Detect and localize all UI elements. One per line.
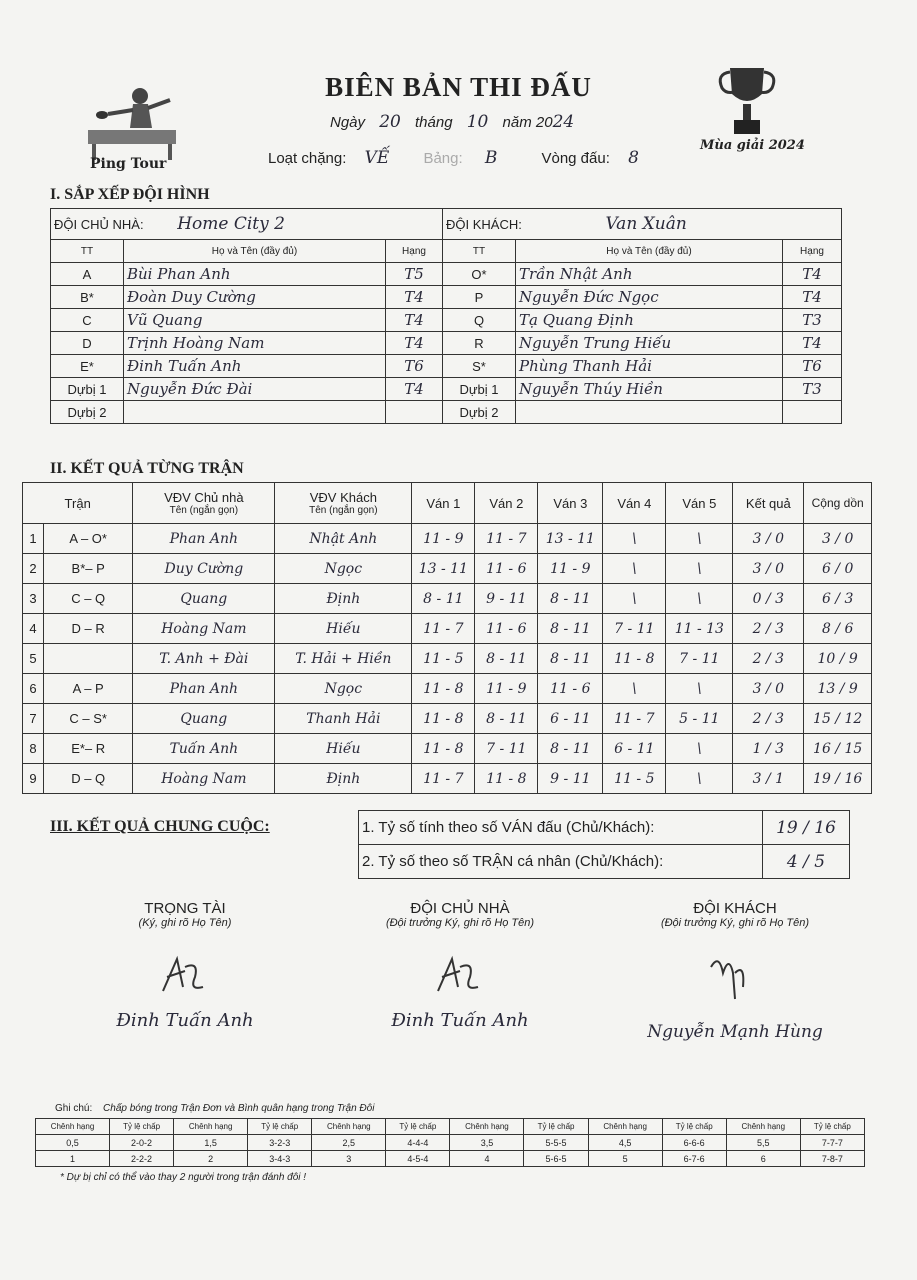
round-value: VẾ <box>364 148 390 168</box>
col-away: VĐV Khách <box>309 490 377 505</box>
match-g2: 7 - 11 <box>475 734 538 764</box>
match-r: 3 / 0 <box>733 554 804 584</box>
match-m: A – O* <box>44 524 133 554</box>
col-rank: Hạng <box>386 240 443 263</box>
match-g3: 8 - 11 <box>538 584 603 614</box>
match-g1: 11 - 9 <box>412 524 475 554</box>
match-row <box>23 554 872 584</box>
handicap-cell: 5,5 <box>726 1135 800 1151</box>
diff-header: Chênh hạng <box>726 1119 800 1135</box>
rank-away: T6 <box>783 355 842 378</box>
col-g4: Ván 4 <box>603 483 666 524</box>
match-g4: \ <box>603 584 666 614</box>
handicap-cell: 4-5-4 <box>386 1151 450 1167</box>
match-n: 6 <box>23 674 44 704</box>
lineup-row <box>51 332 842 355</box>
slot-home: E* <box>51 355 124 378</box>
rank-away: T4 <box>783 263 842 286</box>
match-g3: 8 - 11 <box>538 734 603 764</box>
match-home: Hoàng Nam <box>133 614 275 644</box>
match-row <box>23 764 872 794</box>
signature-mark <box>430 951 490 1001</box>
col-match: Trận <box>23 483 133 524</box>
rank-away: T3 <box>783 309 842 332</box>
lineup-section-title: I. SẮP XẾP ĐỘI HÌNH <box>50 186 210 203</box>
final-line1-label: 1. Tỷ số tính theo số VÁN đấu (Chủ/Khách): <box>359 811 763 845</box>
away-team-label: ĐỘI KHÁCH: <box>446 217 522 232</box>
match-r: 3 / 0 <box>733 524 804 554</box>
rank-home: T6 <box>386 355 443 378</box>
match-away: Định <box>275 584 412 614</box>
match-n: 9 <box>23 764 44 794</box>
slot-home: Dựbị 1 <box>51 378 124 401</box>
col-away-sub: Tên (ngắn gọn) <box>309 505 378 516</box>
match-g1: 13 - 11 <box>412 554 475 584</box>
match-n: 5 <box>23 644 44 674</box>
stage-value: 8 <box>628 148 639 168</box>
match-g5: \ <box>666 584 733 614</box>
handicap-cell: 3,5 <box>450 1135 524 1151</box>
match-g2: 11 - 6 <box>475 554 538 584</box>
name-home: Bùi Phan Anh <box>124 263 386 286</box>
match-row <box>23 734 872 764</box>
match-g2: 11 - 7 <box>475 524 538 554</box>
home-team-name: Home City 2 <box>177 214 285 234</box>
rank-away: T4 <box>783 332 842 355</box>
rank-away <box>783 401 842 424</box>
match-home: Phan Anh <box>133 674 275 704</box>
col-g3: Ván 3 <box>538 483 603 524</box>
match-r: 0 / 3 <box>733 584 804 614</box>
match-home: Quang <box>133 584 275 614</box>
col-tt: TT <box>51 240 124 263</box>
rank-home <box>386 401 443 424</box>
slot-away: S* <box>443 355 516 378</box>
handicap-cell: 5-6-5 <box>524 1151 588 1167</box>
handicap-cell: 6 <box>726 1151 800 1167</box>
match-n: 7 <box>23 704 44 734</box>
away-team-name: Van Xuân <box>605 214 687 234</box>
match-away: Hiếu <box>275 614 412 644</box>
final-section-title: III. KẾT QUẢ CHUNG CUỘC: <box>50 818 270 835</box>
match-n: 1 <box>23 524 44 554</box>
slot-away: Dựbị 1 <box>443 378 516 401</box>
match-away: T. Hải + Hiền <box>275 644 412 674</box>
match-g4: 7 - 11 <box>603 614 666 644</box>
match-g5: 7 - 11 <box>666 644 733 674</box>
col-tt-away: TT <box>443 240 516 263</box>
name-away: Nguyễn Thúy Hiền <box>516 378 783 401</box>
name-home <box>124 401 386 424</box>
match-r: 3 / 0 <box>733 674 804 704</box>
name-home: Vũ Quang <box>124 309 386 332</box>
slot-home: A <box>51 263 124 286</box>
handicap-cell: 2 <box>174 1151 248 1167</box>
results-section-title: II. KẾT QUẢ TỪNG TRẬN <box>50 460 244 477</box>
match-g1: 11 - 8 <box>412 674 475 704</box>
match-m: D – R <box>44 614 133 644</box>
match-home: T. Anh + Đài <box>133 644 275 674</box>
match-m <box>44 644 133 674</box>
name-away: Trần Nhật Anh <box>516 263 783 286</box>
name-away: Nguyễn Đức Ngọc <box>516 286 783 309</box>
footnote: * Dự bị chỉ có thể vào thay 2 người trong trận đánh đôi ! <box>60 1172 307 1183</box>
handicap-cell: 2-0-2 <box>109 1135 173 1151</box>
handicap-cell: 3-2-3 <box>248 1135 312 1151</box>
lineup-row <box>51 263 842 286</box>
match-r: 2 / 3 <box>733 644 804 674</box>
match-g2: 11 - 8 <box>475 764 538 794</box>
diff-header: Chênh hạng <box>450 1119 524 1135</box>
match-m: C – Q <box>44 584 133 614</box>
handicap-cell: 3-4-3 <box>248 1151 312 1167</box>
match-m: A – P <box>44 674 133 704</box>
match-t: 8 / 6 <box>804 614 872 644</box>
signature-mark <box>155 951 215 1001</box>
match-g1: 11 - 7 <box>412 614 475 644</box>
slot-home: C <box>51 309 124 332</box>
name-home: Nguyễn Đức Đài <box>124 378 386 401</box>
handicap-cell: 6-7-6 <box>662 1151 726 1167</box>
match-g4: \ <box>603 674 666 704</box>
match-n: 2 <box>23 554 44 584</box>
home-team-label: ĐỘI CHỦ NHÀ: <box>54 217 144 232</box>
handicap-cell: 2,5 <box>312 1135 386 1151</box>
final-line2-label: 2. Tỷ số theo số TRẬN cá nhân (Chủ/Khách): <box>359 845 763 879</box>
match-g3: 11 - 6 <box>538 674 603 704</box>
slot-away: Dựbị 2 <box>443 401 516 424</box>
ratio-header: Tỷ lệ chấp <box>109 1119 173 1135</box>
match-g2: 11 - 6 <box>475 614 538 644</box>
match-row <box>23 644 872 674</box>
col-result: Kết quả <box>733 483 804 524</box>
match-home: Phan Anh <box>133 524 275 554</box>
ratio-header: Tỷ lệ chấp <box>800 1119 864 1135</box>
match-g1: 11 - 8 <box>412 704 475 734</box>
match-row <box>23 524 872 554</box>
rank-home: T4 <box>386 286 443 309</box>
name-away <box>516 401 783 424</box>
match-g4: 11 - 8 <box>603 644 666 674</box>
col-g1: Ván 1 <box>412 483 475 524</box>
match-g4: 11 - 5 <box>603 764 666 794</box>
match-t: 15 / 12 <box>804 704 872 734</box>
match-g1: 11 - 8 <box>412 734 475 764</box>
rank-home: T4 <box>386 332 443 355</box>
ratio-header: Tỷ lệ chấp <box>386 1119 450 1135</box>
col-name: Họ và Tên (đầy đủ) <box>124 240 386 263</box>
match-r: 2 / 3 <box>733 614 804 644</box>
match-n: 3 <box>23 584 44 614</box>
col-total: Cộng dồn <box>804 483 872 524</box>
match-g5: \ <box>666 674 733 704</box>
match-g5: 5 - 11 <box>666 704 733 734</box>
match-g1: 11 - 7 <box>412 764 475 794</box>
lineup-table <box>50 208 842 424</box>
match-t: 3 / 0 <box>804 524 872 554</box>
match-t: 13 / 9 <box>804 674 872 704</box>
ratio-header: Tỷ lệ chấp <box>662 1119 726 1135</box>
rank-away: T3 <box>783 378 842 401</box>
slot-away: R <box>443 332 516 355</box>
rank-away: T4 <box>783 286 842 309</box>
match-m: D – Q <box>44 764 133 794</box>
match-g3: 9 - 11 <box>538 764 603 794</box>
handicap-table <box>35 1118 865 1167</box>
document-title: BIÊN BẢN THI ĐẤU <box>325 72 592 102</box>
slot-away: O* <box>443 263 516 286</box>
final-line2-value: 4 / 5 <box>763 845 850 879</box>
meta-line: Loạt chặng: VẾ Bảng: B Vòng đấu: 8 <box>268 148 639 168</box>
signature-home: ĐỘI CHỦ NHÀ (Đội trưởng Ký, ghi rõ Họ Tên) Đinh Tuấn Anh <box>385 900 535 1031</box>
date-line: Ngày 20 tháng 10 năm 2024 <box>330 112 575 132</box>
match-row <box>23 584 872 614</box>
match-g1: 11 - 5 <box>412 644 475 674</box>
group-value: B <box>484 148 498 168</box>
results-table <box>22 482 872 794</box>
match-g5: \ <box>666 554 733 584</box>
match-t: 16 / 15 <box>804 734 872 764</box>
col-name-away: Họ và Tên (đầy đủ) <box>516 240 783 263</box>
match-g3: 8 - 11 <box>538 614 603 644</box>
signatures <box>55 900 865 1042</box>
rank-home: T4 <box>386 309 443 332</box>
match-g3: 8 - 11 <box>538 644 603 674</box>
slot-away: P <box>443 286 516 309</box>
notes-caption: Ghi chú: Chấp bóng trong Trận Đơn và Bình quân hạng trong Trận Đôi <box>55 1103 375 1114</box>
diff-header: Chênh hạng <box>36 1119 110 1135</box>
match-away: Ngọc <box>275 674 412 704</box>
match-t: 19 / 16 <box>804 764 872 794</box>
year-value: 24 <box>552 112 575 132</box>
handicap-cell: 4-4-4 <box>386 1135 450 1151</box>
handicap-cell: 4,5 <box>588 1135 662 1151</box>
match-g3: 11 - 9 <box>538 554 603 584</box>
col-g2: Ván 2 <box>475 483 538 524</box>
match-away: Định <box>275 764 412 794</box>
match-n: 4 <box>23 614 44 644</box>
match-t: 6 / 3 <box>804 584 872 614</box>
season-label: Mùa giải 2024 <box>700 138 805 153</box>
slot-home: B* <box>51 286 124 309</box>
signature-referee: TRỌNG TÀI (Ký, ghi rõ Họ Tên) Đinh Tuấn Anh <box>116 900 254 1031</box>
match-g5: 11 - 13 <box>666 614 733 644</box>
match-m: E*– R <box>44 734 133 764</box>
match-g5: \ <box>666 524 733 554</box>
name-away: Nguyễn Trung Hiếu <box>516 332 783 355</box>
name-home: Đinh Tuấn Anh <box>124 355 386 378</box>
col-home: VĐV Chủ nhà <box>164 490 244 505</box>
match-g3: 6 - 11 <box>538 704 603 734</box>
match-row <box>23 704 872 734</box>
match-n: 8 <box>23 734 44 764</box>
match-g4: \ <box>603 524 666 554</box>
match-row <box>23 614 872 644</box>
match-away: Nhật Anh <box>275 524 412 554</box>
diff-header: Chênh hạng <box>174 1119 248 1135</box>
handicap-cell: 3 <box>312 1151 386 1167</box>
lineup-row <box>51 378 842 401</box>
diff-header: Chênh hạng <box>312 1119 386 1135</box>
match-t: 6 / 0 <box>804 554 872 584</box>
name-home: Trịnh Hoàng Nam <box>124 332 386 355</box>
handicap-cell: 7-8-7 <box>800 1151 864 1167</box>
match-t: 10 / 9 <box>804 644 872 674</box>
col-g5: Ván 5 <box>666 483 733 524</box>
match-g2: 11 - 9 <box>475 674 538 704</box>
match-home: Hoàng Nam <box>133 764 275 794</box>
lineup-row <box>51 286 842 309</box>
match-home: Quang <box>133 704 275 734</box>
handicap-cell: 2-2-2 <box>109 1151 173 1167</box>
match-away: Ngọc <box>275 554 412 584</box>
month-value: 10 <box>466 112 489 132</box>
handicap-cell: 1,5 <box>174 1135 248 1151</box>
handicap-cell: 7-7-7 <box>800 1135 864 1151</box>
match-g4: 6 - 11 <box>603 734 666 764</box>
match-g5: \ <box>666 764 733 794</box>
name-away: Tạ Quang Định <box>516 309 783 332</box>
match-g1: 8 - 11 <box>412 584 475 614</box>
name-home: Đoàn Duy Cường <box>124 286 386 309</box>
final-table <box>358 810 850 879</box>
col-home-sub: Tên (ngắn gọn) <box>169 505 239 516</box>
lineup-row <box>51 309 842 332</box>
match-r: 3 / 1 <box>733 764 804 794</box>
match-row <box>23 674 872 704</box>
match-home: Duy Cường <box>133 554 275 584</box>
handicap-cell: 4 <box>450 1151 524 1167</box>
slot-home: D <box>51 332 124 355</box>
match-g2: 9 - 11 <box>475 584 538 614</box>
signature-away: ĐỘI KHÁCH (Đội trưởng Ký, ghi rõ Họ Tên) Nguyễn Mạnh Hùng <box>647 900 823 1042</box>
slot-away: Q <box>443 309 516 332</box>
lineup-row <box>51 355 842 378</box>
match-home: Tuấn Anh <box>133 734 275 764</box>
handicap-cell: 0,5 <box>36 1135 110 1151</box>
match-r: 2 / 3 <box>733 704 804 734</box>
slot-home: Dựbị 2 <box>51 401 124 424</box>
logo-text: Ping Tour <box>90 156 167 172</box>
match-g2: 8 - 11 <box>475 644 538 674</box>
match-g4: \ <box>603 554 666 584</box>
final-line1-value: 19 / 16 <box>763 811 850 845</box>
match-g3: 13 - 11 <box>538 524 603 554</box>
match-m: C – S* <box>44 704 133 734</box>
signature-mark <box>705 943 765 1003</box>
match-g4: 11 - 7 <box>603 704 666 734</box>
handicap-cell: 1 <box>36 1151 110 1167</box>
match-g2: 8 - 11 <box>475 704 538 734</box>
day-value: 20 <box>379 112 401 132</box>
ratio-header: Tỷ lệ chấp <box>248 1119 312 1135</box>
rank-home: T5 <box>386 263 443 286</box>
name-away: Phùng Thanh Hải <box>516 355 783 378</box>
handicap-cell: 5-5-5 <box>524 1135 588 1151</box>
handicap-cell: 6-6-6 <box>662 1135 726 1151</box>
match-m: B*– P <box>44 554 133 584</box>
handicap-cell: 5 <box>588 1151 662 1167</box>
lineup-row <box>51 401 842 424</box>
match-away: Hiếu <box>275 734 412 764</box>
col-rank-away: Hạng <box>783 240 842 263</box>
match-g5: \ <box>666 734 733 764</box>
ratio-header: Tỷ lệ chấp <box>524 1119 588 1135</box>
diff-header: Chênh hạng <box>588 1119 662 1135</box>
rank-home: T4 <box>386 378 443 401</box>
match-r: 1 / 3 <box>733 734 804 764</box>
match-away: Thanh Hải <box>275 704 412 734</box>
